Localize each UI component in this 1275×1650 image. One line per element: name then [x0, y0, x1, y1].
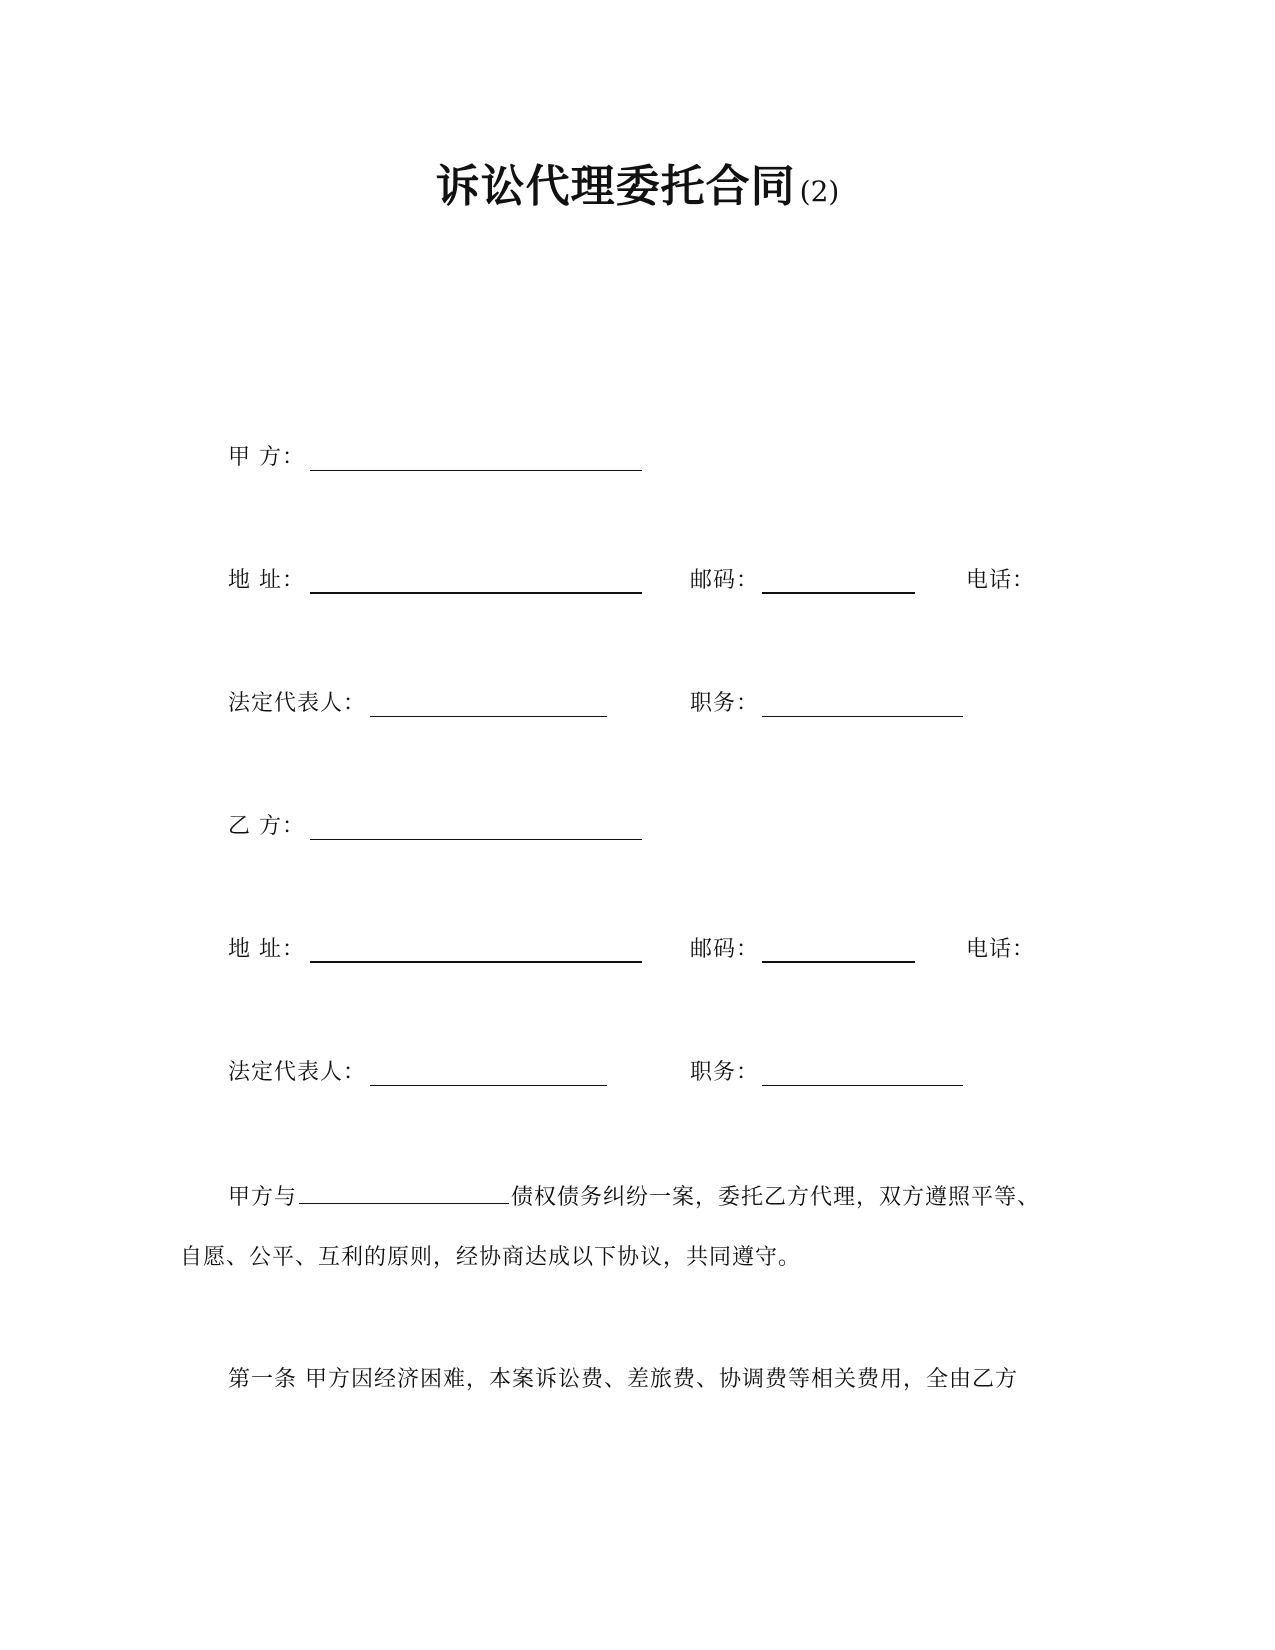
party-a-address-blank — [310, 592, 642, 594]
article-1-text: 第一条 甲方因经济困难，本案诉讼费、差旅费、协调费等相关费用，全由乙方 — [228, 1367, 1018, 1392]
party-a-phone-label: 电话： — [966, 568, 1036, 593]
party-b-legal-rep-label: 法定代表人： — [228, 1060, 367, 1085]
party-b-name-row — [0, 806, 1275, 846]
party-b-legal-rep-row — [0, 1052, 1275, 1092]
dispute-party-blank — [299, 1181, 509, 1204]
party-a-postcode-label: 邮码： — [690, 568, 760, 593]
party-a-position-label: 职务： — [690, 691, 760, 716]
party-a-address-row — [0, 560, 1275, 600]
party-b-postcode-blank — [762, 961, 915, 963]
party-b-address-row — [0, 929, 1275, 969]
party-a-postcode-blank — [762, 592, 915, 594]
party-a-legal-rep-label: 法定代表人： — [228, 691, 367, 716]
party-b-postcode-label: 邮码： — [690, 937, 760, 962]
party-b-position-blank — [762, 1085, 963, 1086]
party-a-name-label: 甲 方： — [228, 445, 305, 470]
party-b-name-label: 乙 方： — [228, 814, 305, 839]
party-b-address-blank — [310, 961, 642, 963]
document-title — [0, 150, 1275, 214]
title-suffix: (2) — [799, 175, 840, 208]
preamble-prefix: 甲方与 — [228, 1185, 298, 1210]
party-b-name-blank — [310, 839, 642, 840]
party-b-phone-label: 电话： — [966, 937, 1036, 962]
preamble-line1-suffix: 债权债务纠纷一案，委托乙方代理，双方遵照平等、 — [511, 1185, 1041, 1210]
party-a-legal-rep-blank — [370, 716, 607, 717]
party-b-position-label: 职务： — [690, 1060, 760, 1085]
party-a-address-label: 地 址： — [228, 568, 305, 593]
party-b-address-label: 地 址： — [228, 937, 305, 962]
party-a-name-blank — [310, 470, 642, 471]
party-a-legal-rep-row — [0, 683, 1275, 723]
title-main: 诉讼代理委托合同 — [435, 161, 796, 212]
party-a-position-blank — [762, 716, 963, 717]
preamble-line-1 — [228, 1181, 1040, 1213]
preamble-line-2: 自愿、公平、互利的原则，经协商达成以下协议，共同遵守。 — [180, 1245, 802, 1270]
party-a-name-row — [0, 437, 1275, 477]
party-b-legal-rep-blank — [370, 1085, 607, 1086]
